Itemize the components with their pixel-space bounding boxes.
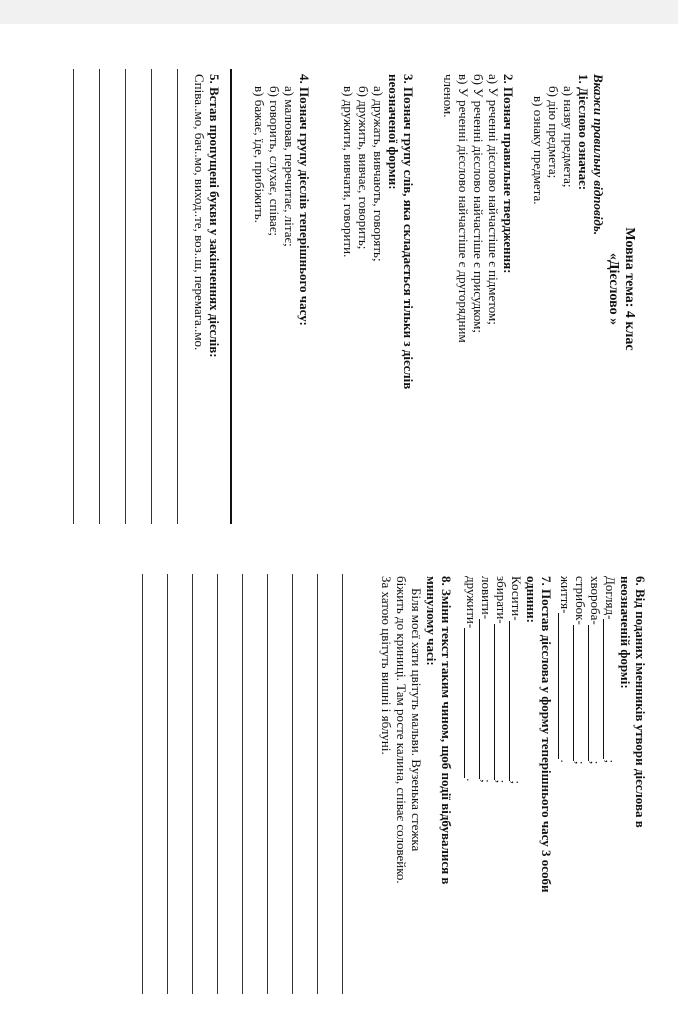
q7-item <box>479 576 494 1016</box>
question-8-block <box>379 576 454 1016</box>
q6-item-word: Догляд- <box>603 576 618 620</box>
top-bar <box>0 0 678 24</box>
q1-question: 1. Дієслово означає: <box>576 74 591 191</box>
q6-answer-line[interactable] <box>573 625 586 761</box>
separator-line <box>230 69 232 524</box>
q2-option-c: в) У реченні дієслово найчастіше є другорядним <box>456 74 471 343</box>
q7-item-end: ; <box>509 780 524 785</box>
q5-question: 5. Встав пропущені букви у закінченнях дієслів: <box>207 74 222 358</box>
q3-option-b: б) дружить, вивчає, говорить; <box>356 86 371 250</box>
worksheet-subtitle: «Дієслово » <box>606 252 621 326</box>
question-1-block <box>531 74 606 514</box>
q3-option-a: а) дружать, вивчають, говорять; <box>371 86 386 262</box>
answer-line[interactable] <box>217 574 218 994</box>
q6-question: 6. Від поданих іменників утвори дієслова в <box>633 576 648 828</box>
q8-question-cont: минулому часі: <box>424 576 439 666</box>
q8-text: Біля моєї хати цвітуть мальви. Вузенька стежка <box>409 588 424 852</box>
q6-item-word: хвороба- <box>588 576 603 625</box>
q7-question-cont: однини: <box>524 576 539 623</box>
q1-option-c: в) ознаку предмета. <box>531 96 546 205</box>
q7-item-end: ; <box>494 779 509 784</box>
q7-item-word: Косити- <box>509 576 524 621</box>
q7-answer-line[interactable] <box>509 621 522 781</box>
q7-item-end: . <box>464 778 479 782</box>
q6-item-word: стрибок- <box>573 576 588 625</box>
q6-item-end: . <box>558 759 573 763</box>
q3-question-cont: неозначеної форми: <box>386 74 401 190</box>
answer-line[interactable] <box>73 69 74 524</box>
q6-item-end: ; <box>573 760 588 765</box>
q2-option-c-cont: членом. <box>441 74 456 118</box>
q8-text-cont: біжить до криниці. Там росте калина, співає соловейко. <box>394 576 409 884</box>
worksheet-page <box>0 24 678 1024</box>
q5-text: Співа..мо, бач..мо, виход..те, воз..ш, перемага..мо. <box>192 74 207 351</box>
worksheet-title: Мовна тема: 4 клас <box>622 227 637 351</box>
answer-line[interactable] <box>342 574 343 994</box>
instruction: Вкажи правильну відповідь. <box>591 74 606 236</box>
q4-option-a: а) малював, перечитає, літає; <box>282 86 297 247</box>
q6-item <box>588 576 603 996</box>
q7-question: 7. Постав дієслова у форму теперішнього часу 3 особи <box>539 576 554 893</box>
q6-answer-line[interactable] <box>603 619 616 759</box>
question-6-block <box>558 576 648 996</box>
q7-item <box>509 576 524 1016</box>
answer-line[interactable] <box>317 574 318 994</box>
q7-answer-line[interactable] <box>464 628 477 778</box>
answer-line[interactable] <box>151 69 152 524</box>
q2-option-a: а) У реченні дієслово найчастіше є підметом; <box>486 74 501 325</box>
q7-item-word: дружити- <box>464 576 479 629</box>
answer-line[interactable] <box>192 574 193 994</box>
q2-question: 2. Познач правильне твердження: <box>501 74 516 274</box>
answer-line[interactable] <box>242 574 243 994</box>
answer-line[interactable] <box>267 574 268 994</box>
question-5-block <box>192 74 222 514</box>
q6-answer-line[interactable] <box>588 625 601 761</box>
answer-line[interactable] <box>292 574 293 994</box>
question-3-block <box>341 74 416 514</box>
q6-item-end: ; <box>603 759 618 764</box>
q6-item <box>573 576 588 996</box>
q6-item <box>603 576 618 996</box>
answer-line[interactable] <box>177 69 178 524</box>
answer-line[interactable] <box>125 69 126 524</box>
q4-option-b: б) говорить, слухає, співає; <box>267 86 282 237</box>
q7-item <box>494 576 509 1016</box>
answer-line[interactable] <box>99 69 100 524</box>
question-2-block <box>441 74 516 514</box>
q7-answer-line[interactable] <box>494 624 507 780</box>
q7-item-word: збирати- <box>494 576 509 624</box>
q6-item-word: життя- <box>558 576 573 614</box>
q6-item-end: ; <box>588 760 603 765</box>
q8-text-cont: За хатою цвітуть вишні і яблуні. <box>379 576 394 755</box>
question-7-block <box>464 576 554 1016</box>
q1-option-a: а) назву предмета; <box>561 86 576 188</box>
q2-option-b: б) У реченні дієслово найчастіше є присудком; <box>471 74 486 334</box>
q1-option-b: б) дію предмета; <box>546 86 561 179</box>
answer-line[interactable] <box>167 574 168 994</box>
answer-line[interactable] <box>142 574 143 994</box>
q7-item-word: ловити- <box>479 576 494 620</box>
q3-question: 3. Познач групу слів, яка складається тільки з дієслів <box>401 74 416 390</box>
q6-question-cont: неозначеній формі: <box>618 576 633 689</box>
q3-option-c: в) дружити, вивчати, говорити. <box>341 86 356 258</box>
q4-question: 4. Познач групу дієслів теперішнього часу: <box>297 74 312 326</box>
q8-question: 8. Зміни текст таким чином, щоб події відбувалися в <box>439 576 454 885</box>
q6-item <box>558 576 573 996</box>
q7-answer-line[interactable] <box>479 619 492 779</box>
q6-answer-line[interactable] <box>558 613 571 759</box>
question-4-block <box>252 74 312 514</box>
q4-option-c: в) бажає, їде, прибіжить. <box>252 86 267 223</box>
q7-item-end: ; <box>479 779 494 783</box>
q7-item <box>464 576 479 1016</box>
